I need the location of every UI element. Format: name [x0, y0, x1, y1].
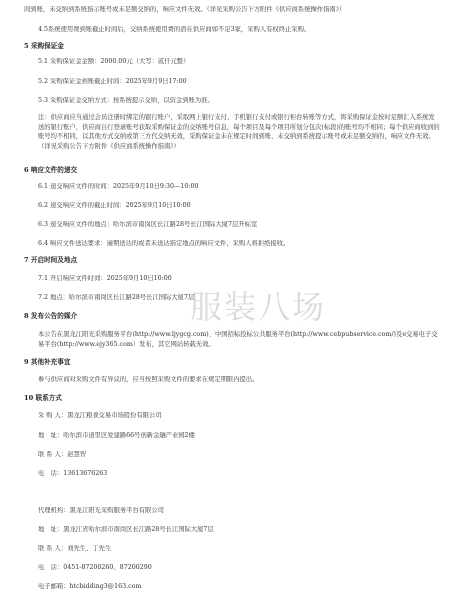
paragraph: 本公告在黑龙江阳光采购服务平台(http://www.ljygcg.com)、中国招标投标公共服务平台(http://www.cebpubservice.com/)及e交易电子交易平台(http://www.ejy365.com）发布，其它网站转载无效。 — [38, 331, 438, 348]
agency-contact: 联 系 人：刘先生、丁先生 — [38, 545, 112, 552]
text-line: 6.1 递交响应文件的时间：2025年9月10日9:30—10:00 — [38, 183, 199, 190]
agency-email: 电子邮箱：htcbidding3@163.com — [38, 583, 142, 590]
purchaser-contact: 联 系 人：赵慧智 — [38, 451, 87, 458]
text-line: 6.2 递交响应文件的截止时间：2025年9月10日10:00 — [38, 202, 191, 209]
purchaser-name: 采 购 人：黑龙江粮食交易市场股份有限公司 — [38, 412, 162, 419]
text-line: 参与供应商对采购文件有异议的，应当按照采购文件的要求在规定期限内提出。 — [38, 376, 259, 383]
text-line: 5.1 采购保证金金额：2000.00元（大写：贰仟元整） — [38, 58, 190, 65]
text-line: 5.3 采购保证金交纳方式：按系统提示交纳，以资金到账为准。 — [38, 97, 214, 104]
section-heading: 6 响应文件的递交 — [24, 166, 78, 174]
text-line: 6.3 递交响应文件的地点：哈尔滨市南岗区长江路28号长江国际大厦7层开标室 — [38, 221, 258, 228]
text-line: 5.2 采购保证金到账截止时间：2025年9月9日17:00 — [38, 78, 187, 85]
text-line: 4.5系统使用费到账截止时间后，交纳系统使用费的潜在供应商如不足3家，采购人有权终止采购。 — [38, 26, 311, 33]
section-heading: 5 采购保证金 — [24, 42, 64, 50]
text-line: 7.1 开启响应文件时间：2025年9月10日10:00 — [38, 275, 172, 282]
section-heading: 10 联系方式 — [24, 394, 62, 402]
text-line: 6.4 响应文件送达要求：逾期送达的或者未送达指定地点的响应文件，采购人将拒绝接收。 — [38, 240, 290, 247]
agency-phone: 电 话：0451-87200260、87200290 — [38, 564, 152, 571]
section-heading: 7 开启时间及地点 — [24, 256, 78, 264]
purchaser-phone: 电 话：13613676263 — [38, 470, 108, 477]
section-heading: 8 发布公告的媒介 — [24, 312, 78, 320]
paragraph: 注：供应商应当通过会员注册时绑定的银行账户，采取网上银行支付、手机银行支付或银行柜台转账等方式，将采购保证金按时足额汇入系统发送的银行账户，供应商自行登录账号获取采购保证金的交纳账号信息，每个项目及每个项目所划分包次(标段)的账号均不相同；每个供应商收到的账号均不相同，以其他方式交纳或第三方代交纳无效，采购保证金未在规定时间到账、未交纳到系统提示账号或未足额交纳的，响应文件无效。（详见采购公告下方附件《供应商系统操作指南》） — [38, 114, 440, 150]
text-line: 7.2 地点：哈尔滨市南岗区长江路28号长江国际大厦7层 — [38, 294, 195, 301]
agency-name: 代理机构：黑龙江阳光采购服务平台有限公司 — [38, 507, 164, 514]
section-heading: 9 其他补充事宜 — [24, 358, 71, 366]
text-line: 间到账，未交纳到系统指示账号或未足额交纳的，响应文件无效。（详见采购公告下方附件《供应商系统操作指南》） — [24, 6, 346, 13]
purchaser-address: 地 址：哈尔滨市道里区爱建路66号创新金融产业园2楼 — [38, 432, 195, 439]
agency-address: 地 址：黑龙江省哈尔滨市南岗区长江路28号长江国际大厦7层 — [38, 526, 214, 533]
watermark: 服装八场 — [190, 288, 327, 326]
